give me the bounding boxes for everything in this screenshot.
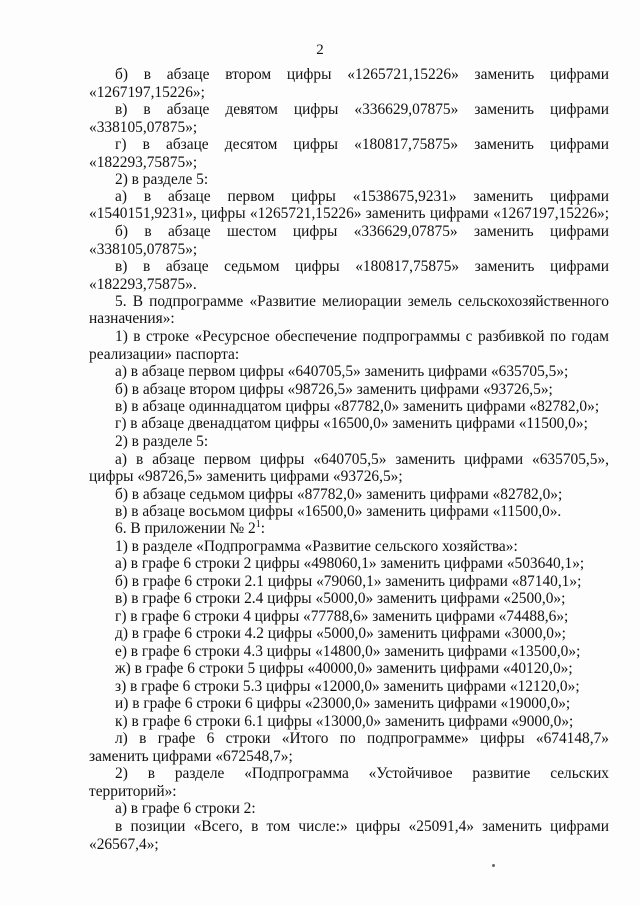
text-line: б) в абзаце седьмом цифры «87782,0» заменить цифрами «82782,0»; (115, 486, 563, 503)
text-line: а) в графе 6 строки 2: (115, 800, 256, 817)
superscript: 1 (255, 518, 261, 530)
text-line: а) в абзаце первом цифры «640705,5» заменить цифрами «635705,5»; (115, 363, 569, 380)
text-line: «1267197,15226»; (89, 84, 205, 101)
text-line: г) в графе 6 строки 4 цифры «77788,6» заменить цифрами «74488,6»; (115, 608, 569, 625)
text-line: в) в графе 6 строки 2.4 цифры «5000,0» заменить цифрами «2500,0»; (115, 590, 566, 607)
text-line: а) в абзаце первом цифры «1538675,9231» заменить цифрами (115, 188, 609, 205)
text-line: 1) в строке «Ресурсное обеспечение подпрограммы с разбивкой по годам (115, 328, 609, 345)
text-line: 2) в разделе 5: (115, 171, 209, 188)
text-line: «338105,07875»; (89, 241, 198, 258)
text-line: б) в абзаце втором цифры «98726,5» заменить цифрами «93726,5»; (115, 381, 553, 398)
text-line: д) в графе 6 строки 4.2 цифры «5000,0» заменить цифрами «3000,0»; (115, 625, 566, 642)
text-line: к) в графе 6 строки 6.1 цифры «13000,0» заменить цифрами «9000,0»; (115, 713, 574, 730)
text-line: цифры «98726,5» заменить цифрами «93726,5»; (89, 468, 403, 485)
text-line: а) в абзаце первом цифры «640705,5» заменить цифрами «635705,5», (115, 451, 609, 468)
text-line: л) в графе 6 строки «Итого по подпрограмме» цифры «674148,7» (115, 730, 609, 747)
text-line: «338105,07875»; (89, 119, 198, 136)
text-line: «1540151,9231», цифры «1265721,15226» заменить цифрами «1267197,15226»; (89, 205, 609, 222)
text-line: в) в абзаце седьмом цифры «180817,75875» заменить цифрами (115, 258, 609, 275)
colon: : (260, 520, 265, 537)
text-line: и) в графе 6 строки 6 цифры «23000,0» заменить цифрами «19000,0»; (115, 695, 571, 712)
text-line: «182293,75875»; (89, 154, 198, 171)
text-line: з) в графе 6 строки 5.3 цифры «12000,0» заменить цифрами «12120,0»; (115, 678, 580, 695)
appendix-heading: 6. В приложении № 2 (115, 520, 256, 537)
text-line: «182293,75875». (89, 276, 197, 293)
text-line (89, 520, 609, 538)
text-line: г) в абзаце десятом цифры «180817,75875» заменить цифрами (115, 136, 609, 153)
text-line: 2) в разделе 5: (115, 433, 209, 450)
text-line: 2) в разделе «Подпрограмма «Устойчивое развитие сельских (115, 765, 609, 782)
text-line: в) в абзаце девятом цифры «336629,07875» заменить цифрами (115, 101, 609, 118)
text-line: в) в абзаце восьмом цифры «16500,0» заменить цифрами «11500,0». (115, 503, 562, 520)
scan-speck (492, 864, 495, 867)
text-line: заменить цифрами «672548,7»; (89, 748, 293, 765)
text-line: реализации» паспорта: (89, 346, 240, 363)
text-line: б) в абзаце втором цифры «1265721,15226» заменить цифрами (115, 66, 609, 83)
text-line: «26567,4»; (89, 836, 159, 853)
text-line: в позиции «Всего, в том числе:» цифры «25091,4» заменить цифрами (115, 818, 609, 835)
text-line: а) в графе 6 строки 2 цифры «498060,1» заменить цифрами «503640,1»; (115, 555, 585, 572)
text-line: б) в графе 6 строки 2.1 цифры «79060,1» заменить цифрами «87140,1»; (115, 573, 582, 590)
text-line: в) в абзаце одиннадцатом цифры «87782,0» заменить цифрами «82782,0»; (115, 398, 600, 415)
text-line: 1) в разделе «Подпрограмма «Развитие сельского хозяйства»: (115, 538, 518, 555)
page-number: 2 (316, 42, 324, 58)
text-line: г) в абзаце двенадцатом цифры «16500,0» заменить цифрами «11500,0»; (115, 415, 588, 432)
text-line: 5. В подпрограмме «Развитие мелиорации земель сельскохозяйственного (115, 293, 609, 310)
text-line: ж) в графе 6 строки 5 цифры «40000,0» заменить цифрами «40120,0»; (115, 660, 573, 677)
text-line: назначения»: (89, 310, 175, 327)
text-line: е) в графе 6 строки 4.3 цифры «14800,0» заменить цифрами «13500,0»; (115, 643, 581, 660)
text-line: территорий»: (89, 783, 177, 800)
text-line: б) в абзаце шестом цифры «336629,07875» заменить цифрами (115, 223, 609, 240)
